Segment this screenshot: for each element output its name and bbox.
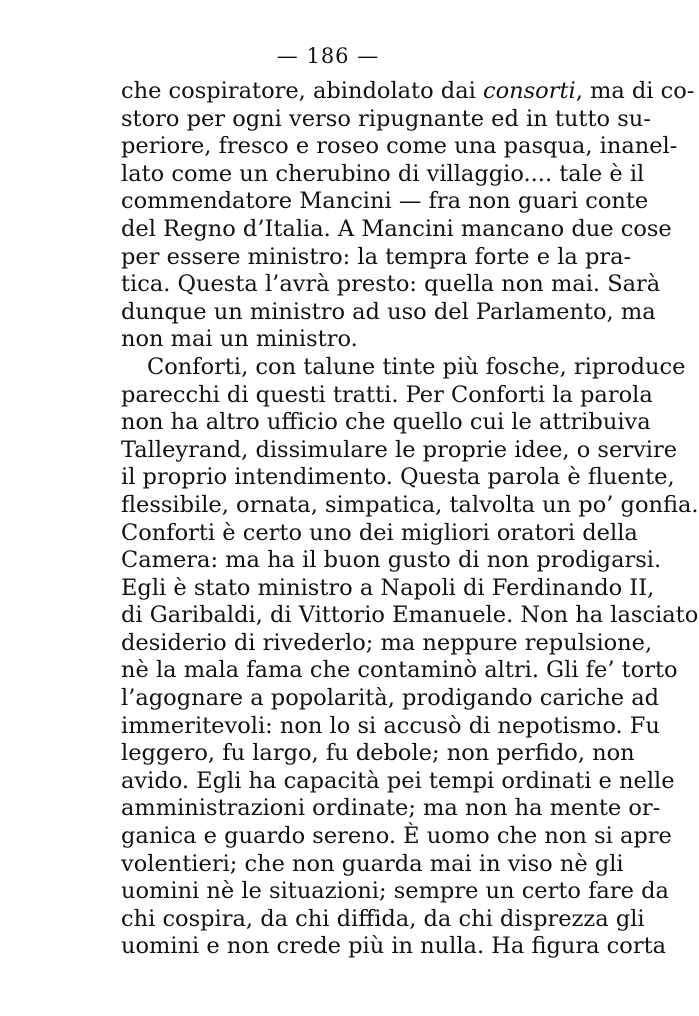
text-line: nè la mala fama che contaminò altri. Gli fe’ torto xyxy=(121,657,678,684)
text-line: storo per ogni verso ripugnante ed in tutto su- xyxy=(121,105,651,132)
body-text xyxy=(121,78,699,961)
paragraph-start-line: Conforti, con talune tinte più fosche, riproduce xyxy=(147,353,686,380)
text-line: non ha altro ufficio che quello cui le attribuiva xyxy=(121,409,651,436)
text-line: ganica e guardo sereno. È uomo che non si apre xyxy=(121,823,672,850)
text-line: tica. Questa l’avrà presto: quella non mai. Sarà xyxy=(121,271,661,298)
italic-word: consorti xyxy=(482,78,576,104)
text-line: uomini nè le situazioni; sempre un certo fare da xyxy=(121,878,669,905)
text-line: commendatore Mancini — fra non guari conte xyxy=(121,188,649,215)
text-line: del Regno d’Italia. A Mancini mancano due cose xyxy=(121,215,672,242)
text-line: Egli è stato ministro a Napoli di Ferdinando II, xyxy=(121,574,655,601)
text-line: parecchi di questi tratti. Per Conforti la parola xyxy=(121,381,653,408)
text-line: immeritevoli: non lo si accusò di nepotismo. Fu xyxy=(121,712,660,739)
text-line: per essere ministro: la tempra forte e la pra- xyxy=(121,243,632,270)
text-line: amministrazioni ordinate; ma non ha mente or- xyxy=(121,795,661,822)
paragraph-end-line: non mai un ministro. xyxy=(121,326,358,353)
page-number: — 186 — xyxy=(276,44,380,68)
text-line: Talleyrand, dissimulare le proprie idee, o servire xyxy=(121,436,678,463)
text-line: periore, fresco e roseo come una pasqua, inanel- xyxy=(121,133,678,160)
text-run: , ma di co- xyxy=(575,78,695,104)
text-line: flessibile, ornata, simpatica, talvolta un po’ gonfia. xyxy=(121,491,699,518)
text-line: uomini e non crede più in nulla. Ha figura corta xyxy=(121,933,667,960)
text-line: il proprio intendimento. Questa parola è fluente, xyxy=(121,464,675,491)
text-line: volentieri; che non guarda mai in viso nè gli xyxy=(121,850,624,877)
text-line: avido. Egli ha capacità pei tempi ordinati e nelle xyxy=(121,767,675,794)
text-line: lato come un cherubino di villaggio.... tale è il xyxy=(121,160,645,187)
text-line: dunque un ministro ad uso del Parlamento, ma xyxy=(121,298,656,325)
text-line xyxy=(121,78,695,106)
text-line: Camera: ma ha il buon gusto di non prodigarsi. xyxy=(121,547,662,574)
text-line: Conforti è certo uno dei migliori oratori della xyxy=(121,519,638,546)
text-line: di Garibaldi, di Vittorio Emanuele. Non ha lasciato xyxy=(121,602,699,629)
text-line: leggero, fu largo, fu debole; non perfido, non xyxy=(121,740,635,767)
text-run: che cospiratore, abindolato dai xyxy=(121,78,483,104)
text-line: desiderio di rivederlo; ma neppure repulsione, xyxy=(121,629,653,656)
text-line: l’agognare a popolarità, prodigando cariche ad xyxy=(121,685,660,712)
text-line: chi cospira, da chi diffida, da chi disprezza gli xyxy=(121,905,645,932)
